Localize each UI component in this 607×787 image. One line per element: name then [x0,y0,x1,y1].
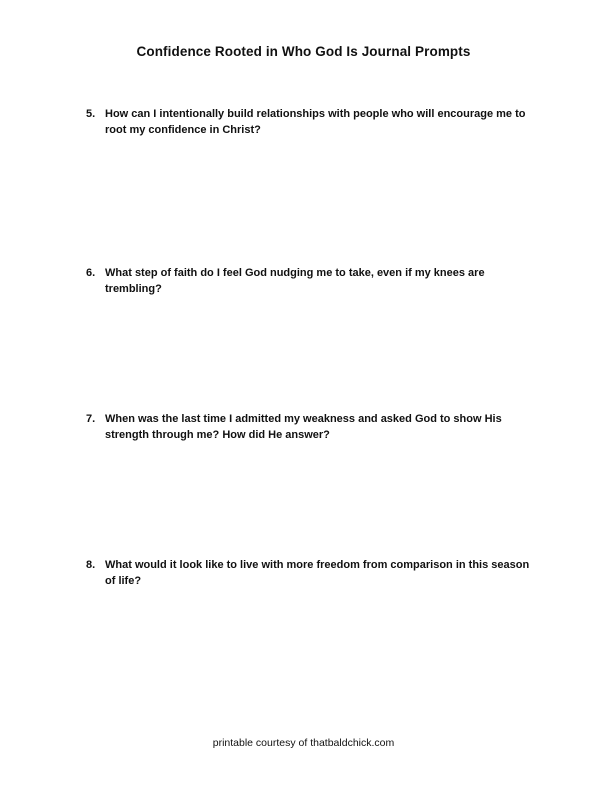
prompt-text: How can I intentionally build relationships with people who will encourage me to root my confidence in Christ? [105,108,526,136]
prompt-number: 8. [86,559,96,571]
journal-prompt-8 [86,558,536,589]
prompt-number: 5. [86,108,96,120]
journal-prompt-6 [86,266,536,297]
journal-prompt-7 [86,412,536,443]
prompt-text: What would it look like to live with more freedom from comparison in this season of life? [105,559,530,587]
journal-prompt-5 [86,107,536,138]
footer-credit: printable courtesy of thatbaldchick.com [212,737,395,749]
prompt-number: 6. [86,267,96,279]
prompt-number: 7. [86,413,96,425]
prompt-text: When was the last time I admitted my weakness and asked God to show His strength through me? How did He answer? [105,413,502,441]
prompt-text: What step of faith do I feel God nudging me to take, even if my knees are trembling? [105,267,485,295]
page-title: Confidence Rooted in Who God Is Journal Prompts [136,44,471,59]
